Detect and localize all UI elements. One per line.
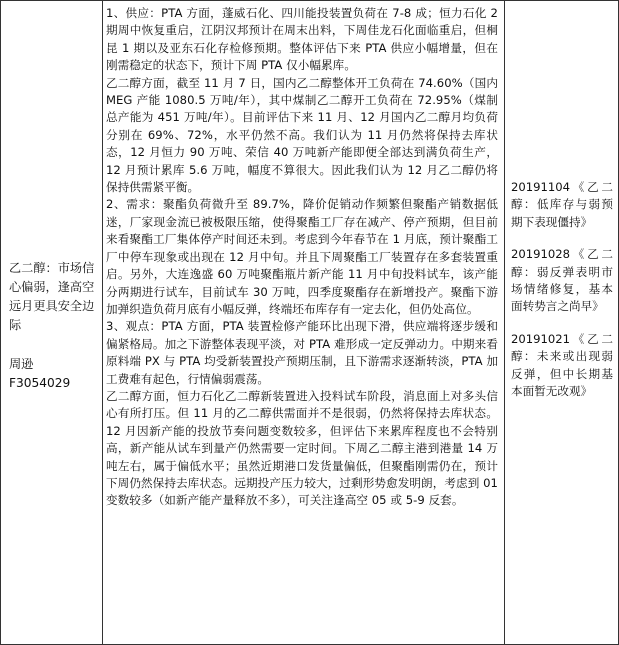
sector-label: 乙二醇：市场信心偏弱，逢高空远月更具安全边际	[9, 261, 95, 332]
analysis-cell	[106, 5, 498, 510]
related-report-item: 20191021《乙二醇：未来或出现弱反弹，但中长期基本面暂无改观》	[511, 331, 613, 399]
supply-meg-paragraph: 乙二醇方面，截至 11 月 7 日，国内乙二醇整体开工负荷在 74.60%（国内 MEG 产能 1080.5 万吨/年），其中煤制乙二醇开工负荷在 72.95%（煤制总产能为 451 万吨/年）。目前评估下来 11 月、12 月国内乙二醇月均负荷分别在 69%、72%，水平仍然不高。我们认为 11 月仍然将保持去库状态，12 月恒力 90 万吨、荣信 40 万吨新产能即便全部达到满负荷生产，12 月预计累库 5.6 万吨，幅度不算很大。因此我们认为 12 月乙二醇仍将保持供需紧平衡。	[106, 75, 498, 195]
related-report-item: 20191028《乙二醇：弱反弹表明市场情绪修复，基本面转势言之尚早》	[511, 247, 613, 314]
supply-pta-paragraph: 1、供应：PTA 方面，蓬威石化、四川能投装置负荷在 7-8 成；恒力石化 2 期周中恢复重启，江阴汉邦预计在周末出料，下周佳龙石化面临重启，但桐昆 1 期以及亚东石化存检修预期。整体评估下来 PTA 供应小幅增量，但在刚需稳定的状态下，预计下周 PTA 仅小幅累库。	[106, 6, 498, 73]
demand-paragraph: 2、需求：聚酯负荷微升至 89.7%，降价促销动作频繁但聚酯产销数据低迷，厂家现金流已被极限压缩，使得聚酯工厂存在减产、停产预期，但目前来看聚酯工厂集体停产时间还未到。考虑到今年春节在 1 月底，预计聚酯工厂中停车现象或出现在 12 月中旬。并且下周聚酯工厂装置存在多套装置重启。另外，大连逸盛 60 万吨聚酯瓶片新产能 11 月中旬投料试车，该产能分两期进行试车，目前试车 30 万吨，四季度聚酯存在新增投产。聚酯下游加弹织造负荷月底有小幅反弹，终端坯布库存有一定去化，但仍处高位。	[106, 197, 498, 316]
sector-cell	[9, 259, 101, 393]
analyst-block	[9, 355, 101, 393]
view-meg-paragraph: 乙二醇方面，恒力石化乙二醇新装置进入投料试车阶段，消息面上对多头信心有所打压。但 11 月的乙二醇供需面并不是很弱，仍然将保持去库状态。12 月因新产能的投放节奏问题变数较多，但评估下来累库程度也不会特别高，新产能从试车到量产仍然需要一定时间。下周乙二醇主港到港量 14 万吨左右，属于偏低水平；虽然近期港口发货量偏低，但聚酯刚需仍在，预计下周仍然保持去库状态。远期投产压力较大，过剩形势愈发明朗，考虑到 01 变数较多（如新产能产量释放不多），可关注逢高空 05 或 5-9 反套。	[106, 388, 498, 508]
column-divider-left	[102, 1, 103, 644]
related-report-item: 20191104《乙二醇：低库存与弱预期下表现僵持》	[511, 180, 613, 229]
analyst-name: 周逊	[9, 357, 34, 371]
view-pta-paragraph: 3、观点：PTA 方面，PTA 装置检修产能环比出现下滑，供应端将逐步缓和偏紧格局。加之下游整体表现平淡，对 PTA 难形成一定反弹动力。中期来看原料端 PX 与 PTA 均受新装置投产预期压制，且下游需求逐渐转淡，PTA 加工费难有起色，行情偏弱震荡。	[106, 319, 498, 386]
related-reports-cell	[511, 179, 613, 415]
analyst-id: F3054029	[9, 376, 71, 390]
column-divider-right	[504, 1, 505, 644]
